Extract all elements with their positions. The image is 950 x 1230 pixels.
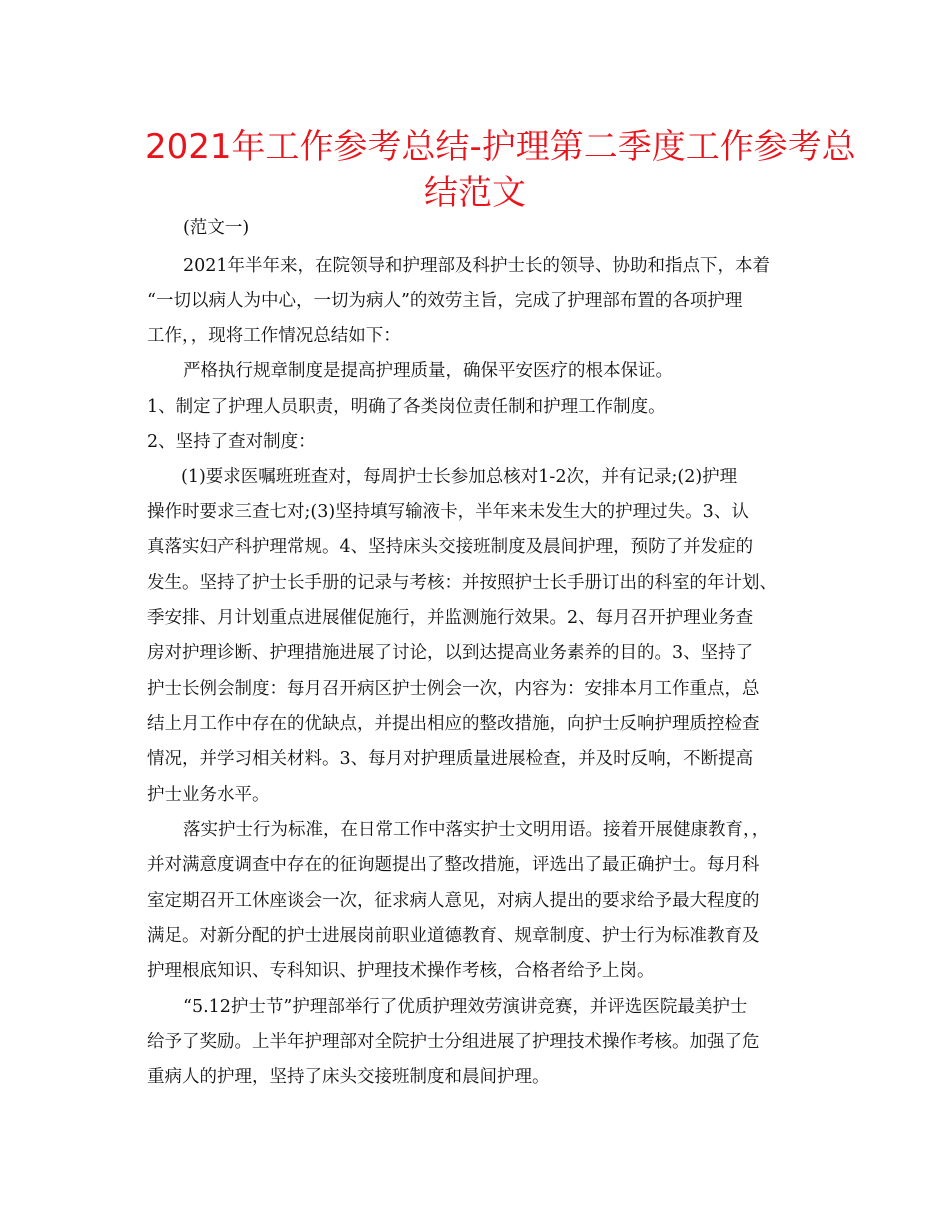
paragraph-line: 真落实妇产科护理常规。4、坚持床头交接班制度及晨间护理，预防了并发症的 — [147, 537, 754, 557]
paragraph-line: 严格执行规章制度是提高护理质量，确保平安医疗的根本保证。 — [183, 361, 673, 381]
paragraph-line: 工作，，现将工作情况总结如下： — [147, 326, 401, 346]
paragraph-line: “一切以病人为中心，一切为病人”的效劳主旨，完成了护理部布置的各项护理 — [147, 291, 743, 311]
paragraph-line: 发生。坚持了护士长手册的记录与考核：并按照护士长手册订出的科室的年计划、 — [147, 573, 777, 593]
paragraph-line: 2021年半年来，在院领导和护理部及科护士长的领导、协助和指点下，本着 — [183, 256, 771, 276]
paragraph-line: 情况，并学习相关材料。3、每月对护理质量进展检查，并及时反响，不断提高 — [147, 749, 754, 769]
document-title-line-2: 结范文 — [424, 173, 526, 213]
paragraph-line: (范文一) — [183, 218, 250, 238]
paragraph-line: 房对护理诊断、护理措施进展了讨论，以到达提高业务素养的目的。3、坚持了 — [147, 643, 754, 663]
paragraph-line: (1)要求医嘱班班查对，每周护士长参加总核对1-2次，并有记录;(2)护理 — [181, 467, 738, 487]
paragraph-line: 结上月工作中存在的优缺点，并提出相应的整改措施，向护士反响护理质控检查 — [147, 714, 760, 734]
paragraph-line: 落实护士行为标准，在日常工作中落实护士文明用语。接着开展健康教育，， — [183, 820, 770, 840]
paragraph-line: 重病人的护理，坚持了床头交接班制度和晨间护理。 — [147, 1067, 550, 1087]
paragraph-line: 1、制定了护理人员职责，明确了各类岗位责任制和护理工作制度。 — [147, 397, 666, 417]
paragraph-line: 护理根底知识、专科知识、护理技术操作考核，合格者给予上岗。 — [147, 961, 655, 981]
paragraph-line: 满足。对新分配的护士进展岗前职业道德教育、规章制度、护士行为标准教育及 — [147, 926, 760, 946]
document-title-line-1: 2021年工作参考总结-护理第二季度工作参考总 — [145, 127, 856, 167]
paragraph-line: 并对满意度调查中存在的征询题提出了整改措施，评选出了最正确护士。每月科 — [147, 855, 760, 875]
paragraph-line: 操作时要求三查七对;(3)坚持填写输液卡，半年来未发生大的护理过失。3、认 — [147, 502, 749, 522]
paragraph-line: 给予了奖励。上半年护理部对全院护士分组进展了护理技术操作考核。加强了危 — [147, 1032, 760, 1052]
paragraph-line: 护士业务水平。 — [147, 785, 270, 805]
paragraph-line: 室定期召开工休座谈会一次，征求病人意见，对病人提出的要求给予最大程度的 — [147, 891, 760, 911]
paragraph-line: 护士长例会制度：每月召开病区护士例会一次，内容为：安排本月工作重点，总 — [147, 679, 760, 699]
paragraph-line: 2、坚持了查对制度： — [147, 432, 316, 452]
paragraph-line: 季安排、月计划重点进展催促施行，并监测施行效果。2、每月召开护理业务查 — [147, 608, 754, 628]
paragraph-line: “5.12护士节”护理部举行了优质护理效劳演讲竞赛，并评选医院最美护士 — [183, 997, 748, 1017]
